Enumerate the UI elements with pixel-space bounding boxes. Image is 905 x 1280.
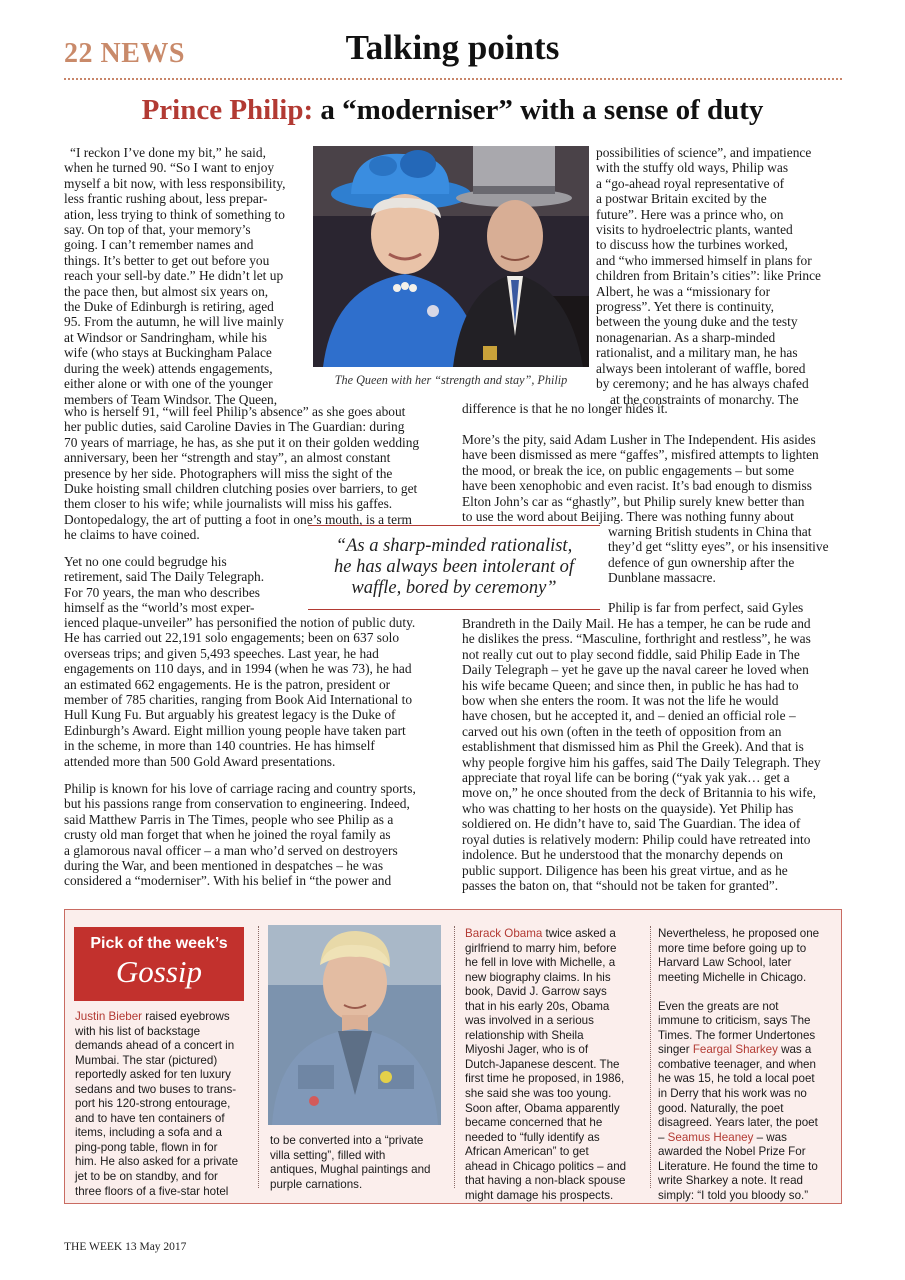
text-line: she said she was too young. [465,1087,612,1101]
text-line: jet to be on standby, and for [75,1170,218,1184]
text-line [658,1131,838,1146]
gossip-divider [258,926,259,1188]
text-line: difference is that he no longer hides it. [462,401,668,416]
text-line: when he turned 90. “So I want to enjoy [64,160,275,176]
text-line: More’s the pity, said Adam Lusher in The Independent. His asides [462,432,816,447]
text-line: Literature. He found the time to [658,1159,818,1173]
text-line: Miyoshi Jager, who is of [465,1043,589,1057]
text-line: Dontopedalogy, the art of putting a foot in one’s mouth, is a term [64,511,412,527]
queen-philip-illustration [313,146,589,367]
text-line: new biography claims. In his [465,970,611,984]
text-line: Mumbai. The star (pictured) [75,1053,218,1067]
text-line: an estimated 662 engagements. He is the patron, president or [64,676,391,692]
text-line: Daily Telegraph – yet he gave up the naval career he loved when [462,662,809,678]
article-right-narrow-2 [608,524,844,586]
page-title: Talking points [345,28,560,67]
queen-philip-photo [313,146,589,367]
text-line: children from Britain’s cities”: like Prince [596,268,821,284]
text-line: to be converted into a “private [270,1134,424,1147]
text-line: have been dismissed as mere “gaffes”, misfired attempts to lighten [462,447,819,463]
text-line: was involved in a serious [465,1014,594,1028]
text-line: that having a non-black spouse [465,1174,626,1188]
article-headline [0,94,905,127]
text-line [658,1043,838,1058]
gossip-name-bieber: Justin Bieber [75,1010,143,1023]
pull-quote [308,525,600,610]
text-line: between the young duke and the testy [596,314,798,330]
gossip-divider [454,926,455,1188]
text-line: “I reckon I’ve done my bit,” he said, [70,145,266,160]
text-line: the pace then, but almost six years on, [64,283,269,299]
footer-issue-date: THE WEEK 13 May 2017 [64,1241,187,1253]
text-line: at the constraints of monarchy. The [610,391,799,407]
text-line: always been intolerant of waffle, bored [596,360,806,376]
text-line: 70 years of marriage, he has, as she put it on their golden wedding [64,434,420,450]
text-line: Soon after, Obama apparently [465,1101,620,1115]
text-line: crusty old man forget that when he joined the royal family as [64,827,391,843]
text-line: ation, less trying to think of something to [64,206,285,222]
text-line: a “go-ahead royal representative of [596,175,785,191]
text-line [465,927,645,942]
text-line: sedans and two buses to trans- [75,1082,237,1096]
text-line: first time he proposed, in 1986, [465,1072,625,1086]
text-line: carved out his own (often in the teeth of opposition from an [462,723,782,739]
text-line: port his 120-strong entourage, [75,1097,231,1111]
text-line: that in his early 20s, Obama [465,999,610,1013]
text-line: Harvard Law School, later [658,956,792,970]
gossip-name-sharkey: Feargal Sharkey [692,1043,778,1057]
pull-quote-line: waffle, bored by ceremony” [351,578,557,598]
text-line: antiques, Mughal paintings and [270,1163,431,1177]
article-left-narrow [64,554,304,616]
text-fragment: – [658,1130,668,1144]
text-line: myself a bit now, with less responsibility, [64,175,286,191]
text-line: a glamorous naval officer – a man who’d served on destroyers [64,842,398,858]
text-line: going. I can’t remember names and [64,237,254,253]
text-line: said Matthew Parris in The Times, people who see Philip as a [64,811,394,827]
text-line: member of 785 charities, ranging from Book Aid International to [64,692,413,708]
text-line [75,1010,257,1025]
text-line: He has carried out 22,191 solo engagements; been on 637 solo [64,630,400,646]
text-line: demands ahead of a concert in [75,1039,235,1053]
text-line: the mood, or break the ice, on public engagements – but some [462,462,795,478]
text-line: say. On top of that, your memory’s [64,222,251,238]
text-fragment: singer [658,1043,693,1057]
text-line: Times. The former Undertones [658,1028,816,1042]
text-line: move on,” he once shouted from the deck of Britannia to his wife, [462,785,817,801]
text-line: rationalist, and a military man, he has [596,345,798,361]
text-line: and to have ten containers of [75,1111,225,1125]
text-line: but his passions range from conservation to engineering. Indeed, [64,796,410,812]
text-line: either alone or with one of the younger [64,376,273,392]
text-line: Elton John’s car as “ghastly”, but Philip surely knew better than [462,493,805,509]
text-line: in Derry that his work was no [658,1087,807,1101]
justin-bieber-photo [268,925,441,1125]
text-line: they’d get “slitty eyes”, or his insensitive [608,539,829,555]
text-line: nonagenarian. As a sharp-minded [596,329,776,345]
text-line: visits to hydroelectric plants, wanted [596,222,793,238]
text-fragment: – was [753,1130,787,1144]
text-line: Duke hoisting small children clutching posies over barriers, to get [64,481,418,497]
justin-bieber-illustration [268,925,441,1125]
text-line: awarded the Nobel Prize For [658,1145,806,1159]
text-fragment: was a [777,1043,812,1057]
text-line: progress”. Yet there is continuity, [596,299,775,315]
text-line: during the War, and been mentioned in despatches – he was [64,858,384,874]
text-line: in the scheme, in more than 140 countries. He has himself [64,738,375,754]
text-line: attended more than 500 Gold Award presentations. [64,753,336,769]
text-line: reportedly asked for ten luxury [75,1068,231,1082]
text-line: he dislikes the press. “Masculine, forthright and restless”, he was [462,631,811,647]
text-line: passes the baton on, that “should not be taken for granted”. [462,877,779,893]
section-label: NEWS [100,38,185,69]
text-line: he fell in love with Michelle, a [465,956,616,970]
gossip-badge [74,927,244,1001]
text-line: he was 15, he told a local poet [658,1072,815,1086]
gossip-badge-top: Pick of the week’s [90,935,228,952]
text-line: possibilities of science”, and impatience [596,145,812,160]
text-line: Nevertheless, he proposed one [658,927,820,940]
text-line: by ceremony; and he has always chafed [596,376,809,392]
text-line: relationship with Sheila [465,1028,584,1042]
text-line: bow when she enters the room. It was not the life he would [462,693,779,709]
text-line: retirement, said The Daily Telegraph. [64,569,265,585]
text-line: not really cut out to play second fiddle, said Philip Eade in The [462,646,800,662]
text-line: considered a “moderniser”. With his belief in “the power and [64,873,392,889]
text-line: royal duties is relatively modern: Philip could have retreated into [462,831,811,847]
text-line: meeting Michelle in Chicago. [658,970,807,984]
text-line: why people forgive him his gaffes, said The Daily Telegraph. They [462,754,821,770]
photo-caption: The Queen with her “strength and stay”, Philip [334,373,568,387]
article-right-narrow-3 [608,600,844,615]
text-line: write Sharkey a note. It read [658,1174,803,1188]
text-line: girlfriend to marry him, before [465,941,617,955]
text-line: less frantic rushing about, less prepar- [64,191,268,207]
text-line: them closer to his wife; while journalists will miss his gaffes. [64,496,393,512]
text-line: three floors of a five-star hotel [75,1184,229,1198]
text-line: members of Team Windsor. The Queen, [64,391,278,407]
gossip-name-obama: Barack Obama [465,927,543,940]
text-line: have chosen, but he accepted it, and – denied an official role – [462,708,796,724]
article-right-narrow-top [596,145,846,407]
article-col1-top [64,145,309,407]
headline-name: Prince Philip: [141,94,314,126]
text-line: needed to “fully identify as [465,1130,600,1144]
text-line: with the stuffy old ways, Philip was [596,160,789,176]
blank-line [658,985,838,1000]
text-line: to discuss how the turbines worked, [596,237,788,253]
text-line: overseas trips; and given 5,493 speeches. Last year, he had [64,645,379,661]
text-line: to use the word about Beijing. There was nothing funny about [462,509,794,525]
text-line: who was chatting to her hosts on the quayside). Yet Philip has [462,800,794,816]
text-line: For 70 years, the man who describes [64,584,260,600]
text-line: became concerned that he [465,1116,603,1130]
text-line: anniversary, been her “strength and stay”, an almost constant [64,450,391,466]
text-line: 95. From the autumn, he will live mainly [64,314,284,330]
text-line: public support. Diligence has been his great virtue, and as he [462,862,788,878]
text-line: Even the greats are not [658,999,779,1013]
gossip-col3 [465,927,645,1203]
page-number: 22 [64,38,93,69]
text-line: appreciate that royal life can be boring (“yak yak yak… get a [462,770,790,786]
article-left-wide-3 [64,781,444,889]
text-line: ping-pong table, flown in for [75,1140,218,1154]
text-line: things. It’s better to get out before you [64,252,270,268]
pull-quote-line: “As a sharp-minded rationalist, [335,536,573,556]
text-line: wife (who stays at Buckingham Palace [64,345,272,361]
text-line: purple carnations. [270,1177,363,1191]
text-fragment: raised eyebrows [142,1010,230,1023]
text-line: future”. Here was a prince who, on [596,206,784,222]
text-line: the Duke of Edinburgh is retiring, aged [64,299,274,315]
text-line: more time before going up to [658,941,807,955]
text-line: disagreed. Years later, the poet [658,1116,818,1130]
text-line: Dunblane massacre. [608,570,716,586]
gossip-badge-title: Gossip [115,954,203,989]
text-line: soldiered on. He didn’t have to, said The Guardian. The idea of [462,816,801,832]
text-line: his wife became Queen; and since then, in public he has had to [462,677,799,693]
text-line: presence by her side. Photographers will miss the sight of the [64,465,393,481]
article-right-wide-1 [462,401,842,416]
text-line: combative teenager, and when [658,1057,816,1071]
text-line: at Windsor or Sandringham, while his [64,329,268,345]
text-line: himself as the “world’s most exper- [64,600,255,616]
text-line: who is herself 91, “will feel Philip’s absence” as she goes about [64,404,406,419]
text-line: good. Naturally, the poet [658,1101,784,1115]
text-line: items, including a sofa and a [75,1126,222,1140]
text-line: he claims to have coined. [64,527,200,543]
gossip-col2 [270,1134,450,1192]
headline-rest: a “moderniser” with a sense of duty [313,94,764,126]
text-line: book, David J. Garrow says [465,985,607,999]
text-line: simply: “I told you bloody so.” [658,1188,809,1202]
text-line: Dutch-Japanese descent. The [465,1057,620,1071]
text-line: Philip is known for his love of carriage racing and country sports, [64,781,416,796]
text-line: with his list of backstage [75,1024,201,1038]
text-fragment: twice asked a [542,927,616,940]
text-line: immune to criticism, says The [658,1014,811,1028]
text-line: warning British students in China that [608,524,812,539]
gossip-name-heaney: Seamus Heaney [667,1130,754,1144]
text-line: him. He also asked for a private [75,1155,239,1169]
text-line: Yet no one could begrudge his [64,554,227,569]
text-line: villa setting”, filled with [270,1148,386,1162]
text-line: defence of gun ownership after the [608,554,795,570]
gossip-col1 [75,1010,257,1199]
gossip-divider [650,926,651,1188]
text-line: Edinburgh’s Award. Eight million young people have taken part [64,722,406,738]
article-left-wide-1 [64,404,444,543]
text-line: and “who immersed himself in plans for [596,252,812,268]
article-right-wide-2 [462,432,842,524]
pull-quote-line: he has always been intolerant of [334,557,574,577]
text-line: might damage his prospects. [465,1188,614,1202]
text-line: Philip is far from perfect, said Gyles [608,600,804,615]
text-line: during the week) attends engagements, [64,360,273,376]
text-line: Hull Kung Fu. But arguably his greatest legacy is the Duke of [64,707,396,723]
text-line: ienced plaque-unveiler” has personified the notion of public duty. [64,615,416,630]
text-line: ahead in Chicago politics – and [465,1159,627,1173]
gossip-col4 [658,927,838,1203]
header-divider [64,78,842,80]
text-line: African American” to get [465,1145,589,1159]
text-line: Brandreth in the Daily Mail. He has a temper, he can be rude and [462,616,811,631]
text-line: a postwar Britain excited by the [596,191,767,207]
text-line: reach your sell-by date.” He didn’t let up [64,268,284,284]
text-line: Albert, he was a “missionary for [596,283,771,299]
text-line: establishment that dismissed him as Phil the Greek). And that is [462,739,804,755]
text-line: her public duties, said Caroline Davies in The Guardian: during [64,419,405,435]
text-line: have been xenophobic and even racist. It’s bad enough to dismiss [462,478,812,494]
article-left-wide-2 [64,615,444,769]
article-right-wide-3 [462,616,842,893]
text-line: engagements on 110 days, and in 1994 (when he was 73), he had [64,661,412,677]
text-line: indolence. But he understood that the monarchy depends on [462,847,783,863]
